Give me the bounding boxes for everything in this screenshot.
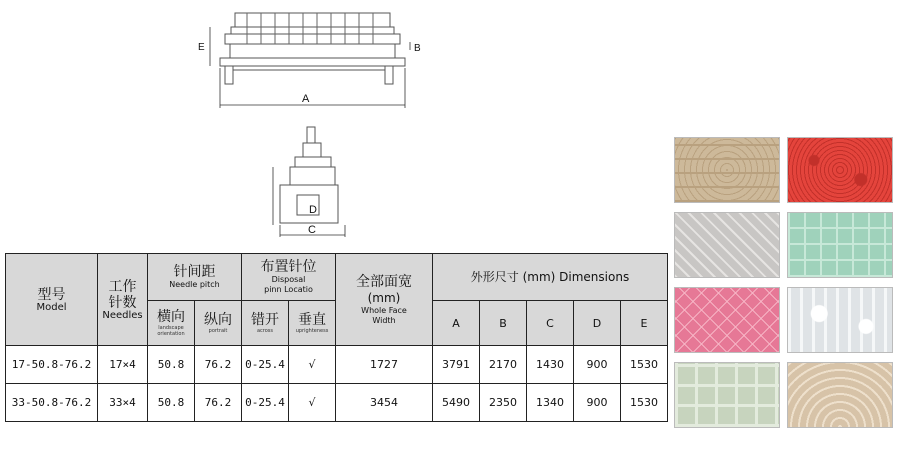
header-upright-en: uprighteness <box>295 328 329 334</box>
cell-face: 3454 <box>336 384 433 422</box>
cell-model: 33-50.8-76.2 <box>6 384 98 422</box>
header-face-zh: 全部面宽 <box>356 273 412 290</box>
header-model-en: Model <box>36 301 67 313</box>
header-face-en-1: Whole Face <box>361 305 407 315</box>
header-needles-zh-2: 针数 <box>108 294 137 311</box>
header-across-en: across <box>256 328 274 334</box>
header-dim-e: E <box>621 301 668 346</box>
cell-model: 17-50.8-76.2 <box>6 346 98 384</box>
swatch-red-floral <box>787 137 893 203</box>
header-land-en-1: landscape <box>158 325 184 331</box>
cell-across: 0-25.4 <box>242 346 289 384</box>
table-row <box>6 346 668 384</box>
swatch-beige-quilt <box>674 137 780 203</box>
cell-dim-d: 900 <box>574 346 621 384</box>
header-upright <box>289 301 336 346</box>
header-pitch-landscape <box>148 301 195 346</box>
header-disposal-zh: 布置针位 <box>260 259 317 275</box>
header-needles <box>98 254 148 346</box>
dim-label-b: B <box>414 43 421 54</box>
header-face-en-2: Width <box>372 315 396 325</box>
header-across <box>242 301 289 346</box>
cell-across: 0-25.4 <box>242 384 289 422</box>
cell-dim-a: 5490 <box>433 384 480 422</box>
machine-side-drawing <box>265 125 355 245</box>
swatch-mint-grid <box>787 212 893 278</box>
cell-dim-c: 1340 <box>527 384 574 422</box>
cell-land: 50.8 <box>148 384 195 422</box>
header-pitch <box>148 254 242 301</box>
header-upright-zh: 垂直 <box>298 312 326 328</box>
header-dim-c: C <box>527 301 574 346</box>
header-face-unit: (mm) <box>367 290 401 305</box>
cell-port: 76.2 <box>195 384 242 422</box>
cell-dim-e: 1530 <box>621 346 668 384</box>
header-dim-b: B <box>480 301 527 346</box>
header-dim-d: D <box>574 301 621 346</box>
header-needles-en: Needles <box>102 309 143 321</box>
header-dimensions-label: 外形尺寸 (mm) Dimensions <box>470 270 630 284</box>
cell-upright: √ <box>289 346 336 384</box>
header-pitch-portrait <box>195 301 242 346</box>
table-row <box>6 384 668 422</box>
swatch-pink-diamond <box>674 287 780 353</box>
cell-needles: 17×4 <box>98 346 148 384</box>
header-pitch-zh: 针间距 <box>173 264 216 280</box>
spec-table <box>5 253 668 422</box>
header-dimensions <box>433 254 668 301</box>
machine-front-drawing <box>185 8 425 113</box>
swatch-beige-scale <box>787 362 893 428</box>
cell-upright: √ <box>289 384 336 422</box>
cell-dim-e: 1530 <box>621 384 668 422</box>
cell-dim-d: 900 <box>574 384 621 422</box>
header-land-en-2: orientation <box>157 331 185 337</box>
dim-label-a: A <box>302 93 310 105</box>
dim-label-c: C <box>308 224 316 236</box>
swatch-grey-chevron <box>674 212 780 278</box>
header-port-zh: 纵向 <box>204 312 232 328</box>
cell-dim-c: 1430 <box>527 346 574 384</box>
swatch-pale-green-square <box>674 362 780 428</box>
header-model-zh: 型号 <box>37 286 66 303</box>
header-disposal <box>242 254 336 301</box>
header-needles-zh-1: 工作 <box>108 278 137 295</box>
header-face-width <box>336 254 433 346</box>
cell-dim-b: 2170 <box>480 346 527 384</box>
cell-needles: 33×4 <box>98 384 148 422</box>
header-pitch-en: Needle pitch <box>169 280 220 289</box>
dim-label-d: D <box>309 204 317 216</box>
header-disposal-en-1: Disposal <box>271 275 306 284</box>
header-land-zh: 横向 <box>157 309 185 325</box>
swatch-white-embossed <box>787 287 893 353</box>
cell-port: 76.2 <box>195 346 242 384</box>
cell-face: 1727 <box>336 346 433 384</box>
header-dim-a: A <box>433 301 480 346</box>
header-model <box>6 254 98 346</box>
cell-dim-b: 2350 <box>480 384 527 422</box>
cell-dim-a: 3791 <box>433 346 480 384</box>
cell-land: 50.8 <box>148 346 195 384</box>
header-across-zh: 错开 <box>251 312 279 328</box>
dim-label-e: E <box>198 42 205 53</box>
header-port-en: portrait <box>208 328 228 334</box>
header-disposal-en-2: pinn Locatio <box>264 285 313 294</box>
